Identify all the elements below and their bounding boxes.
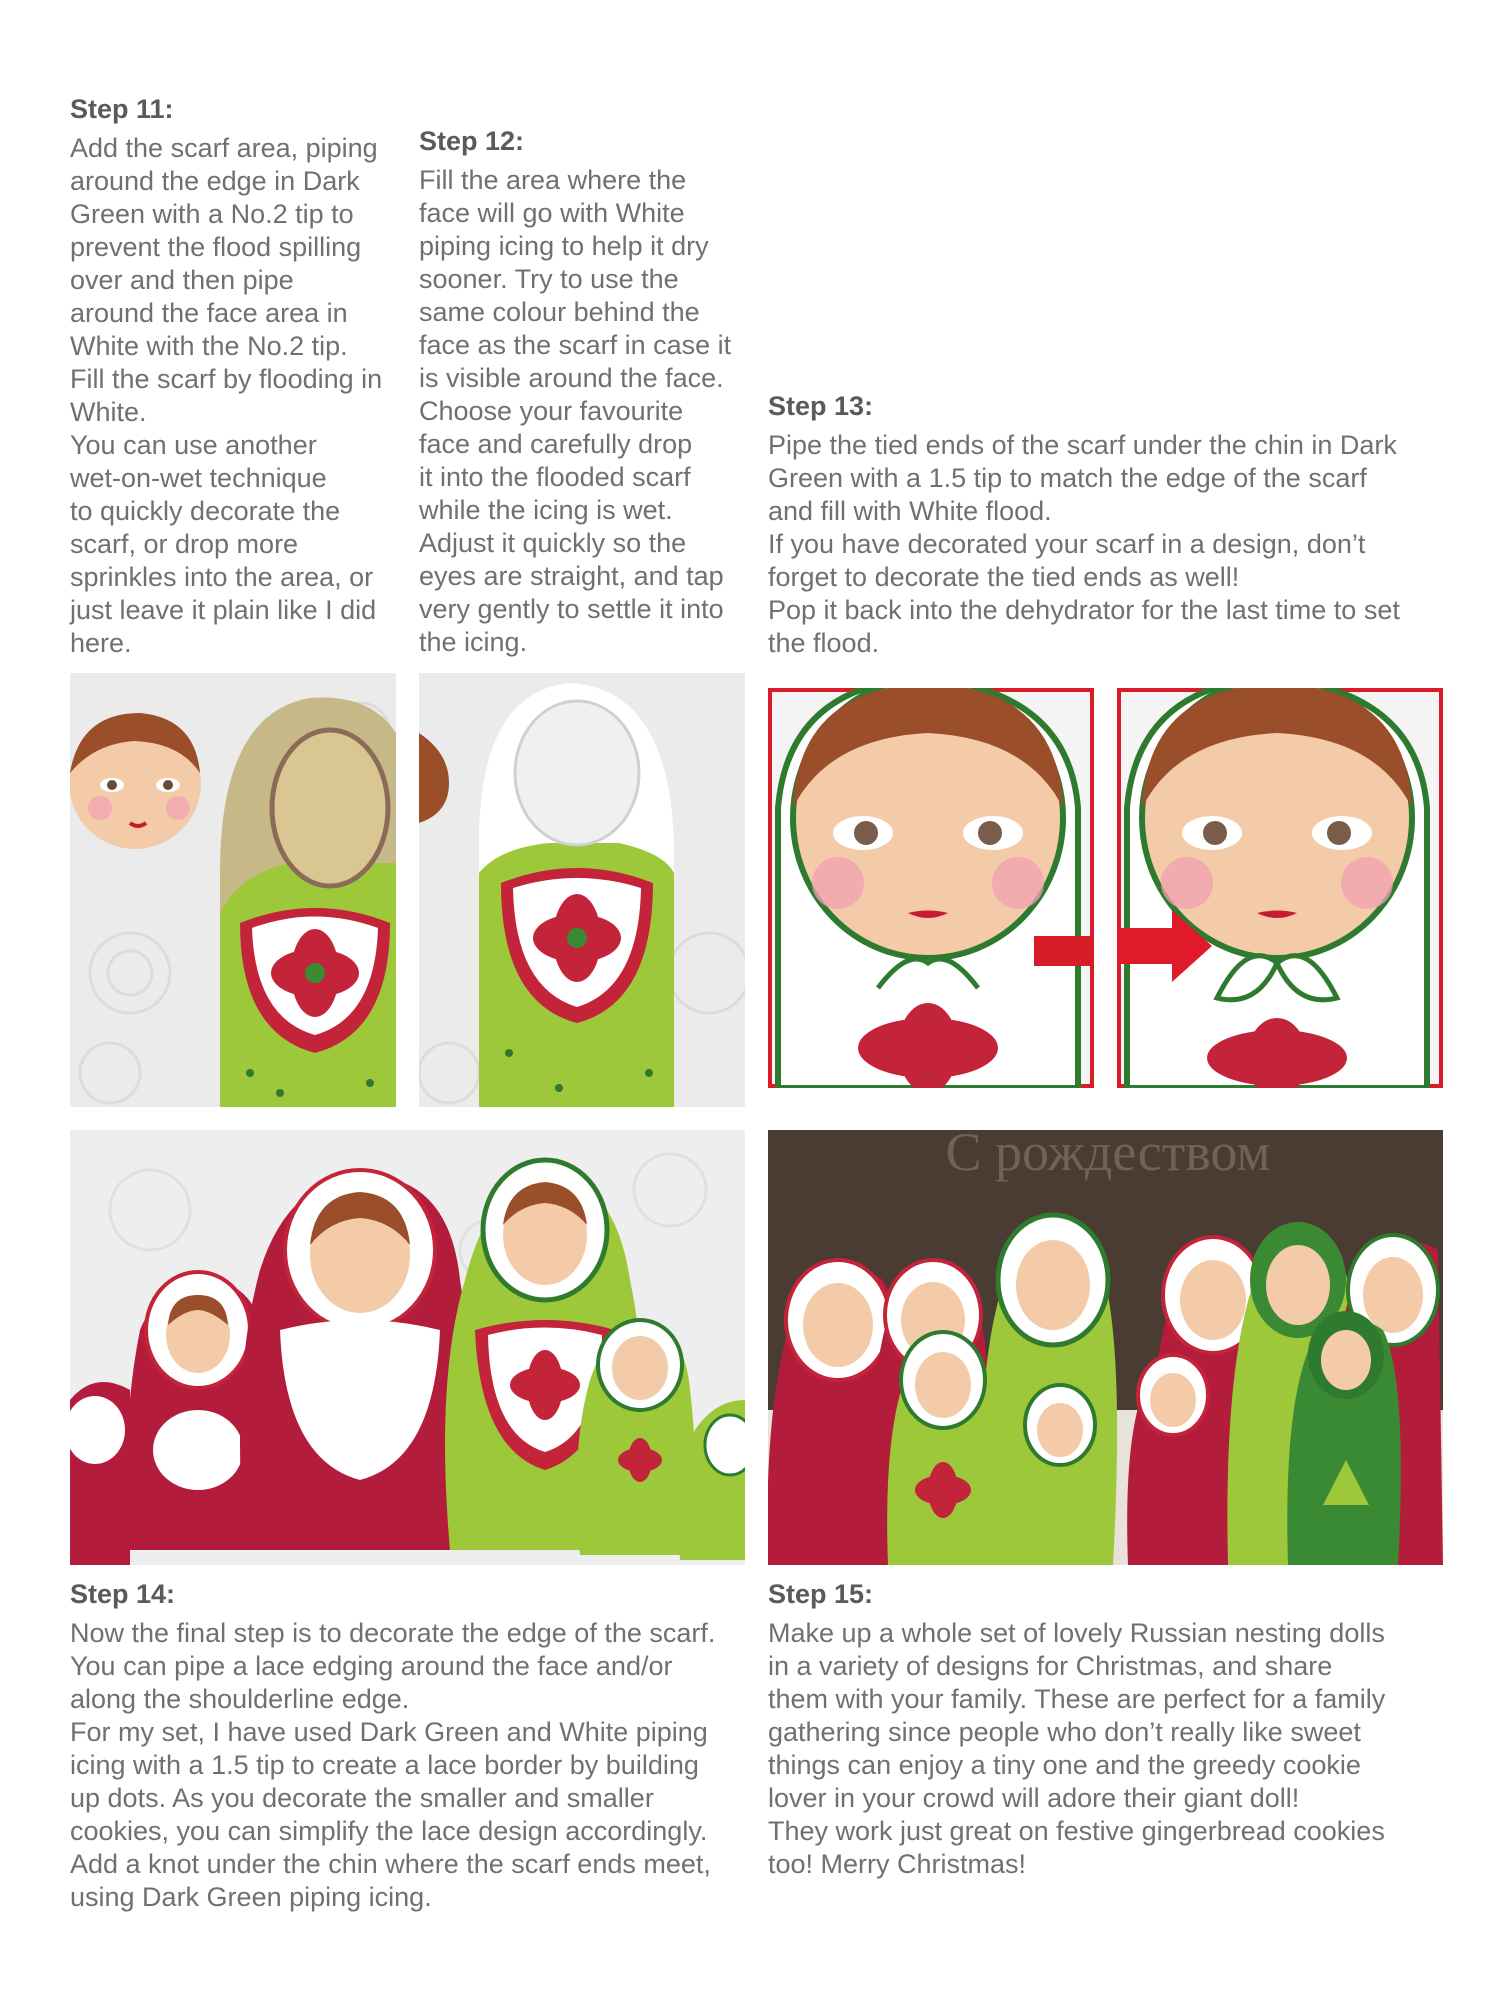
doll-small-left (70, 1382, 130, 1565)
step-13-section (768, 389, 1448, 660)
step-13-text: Pipe the tied ends of the scarf under the chin in Dark Green with a 1.5 tip to match the edge of the scarf and fill with White flood. If you have decorated your scarf in a design, don’t forget to decorate the tied ends as well! Pop it back into the dehydrator for the last time to set the flood. (768, 430, 1400, 658)
step-12-text: Fill the area where the face will go with White piping icing to help it dry sooner. Try to use the same colour behind the face as the scarf in case it is visible around the face. Choose your favourite face and carefully drop it into the flooded scarf while the icing is wet. Adjust it quickly so the eyes are straight, and tap very gently to settle it into the icing. (419, 165, 732, 657)
step-15-title: Step 15: (768, 1579, 874, 1609)
banner-text: С рождеством (945, 1130, 1271, 1182)
step-12-photo (419, 673, 745, 1107)
step-14-text: Now the final step is to decorate the edge of the scarf. You can pipe a lace edging around the face and/or along the shoulderline edge. For my set, I have used Dark Green and White piping icing with a 1.5 tip to create a lace border by building up dots. As you decorate the smaller and smaller cookies, you can simplify the lace design accordingly. Add a knot under the chin where the scarf ends meet, using Dark Green piping icing. (70, 1618, 716, 1912)
step-14-photo (70, 1130, 745, 1565)
step-11-title: Step 11: (70, 94, 174, 124)
step-13-title: Step 13: (768, 391, 874, 421)
step-12-section (419, 124, 759, 659)
step-14-title: Step 14: (70, 1579, 176, 1609)
step-15-text: Make up a whole set of lovely Russian nesting dolls in a variety of designs for Christmas, and share them with your family. These are perfect for a family gathering since people who don’t really like sweet things can enjoy a tiny one and the greedy cookie lover in your crowd will adore their giant doll! They work just great on festive gingerbread cookies too! Merry Christmas! (768, 1618, 1386, 1879)
step-11-section (70, 92, 410, 660)
step-13-photo-left (768, 688, 1094, 1088)
step-15-section (768, 1577, 1458, 1881)
step-15-photo (768, 1130, 1443, 1565)
step-12-title: Step 12: (419, 126, 525, 156)
step-11-text: Add the scarf area, piping around the edge in Dark Green with a No.2 tip to prevent the flood spilling over and then pipe around the face area in White with the No.2 tip. Fill the scarf by flooding in White. You can use another wet-on-wet technique to quickly decorate the scarf, or drop more sprinkles into the area, or just leave it plain like I did here. (70, 133, 383, 658)
step-14-section (70, 1577, 760, 1914)
step-11-photo (70, 673, 396, 1107)
step-13-photo-right (1117, 688, 1443, 1088)
